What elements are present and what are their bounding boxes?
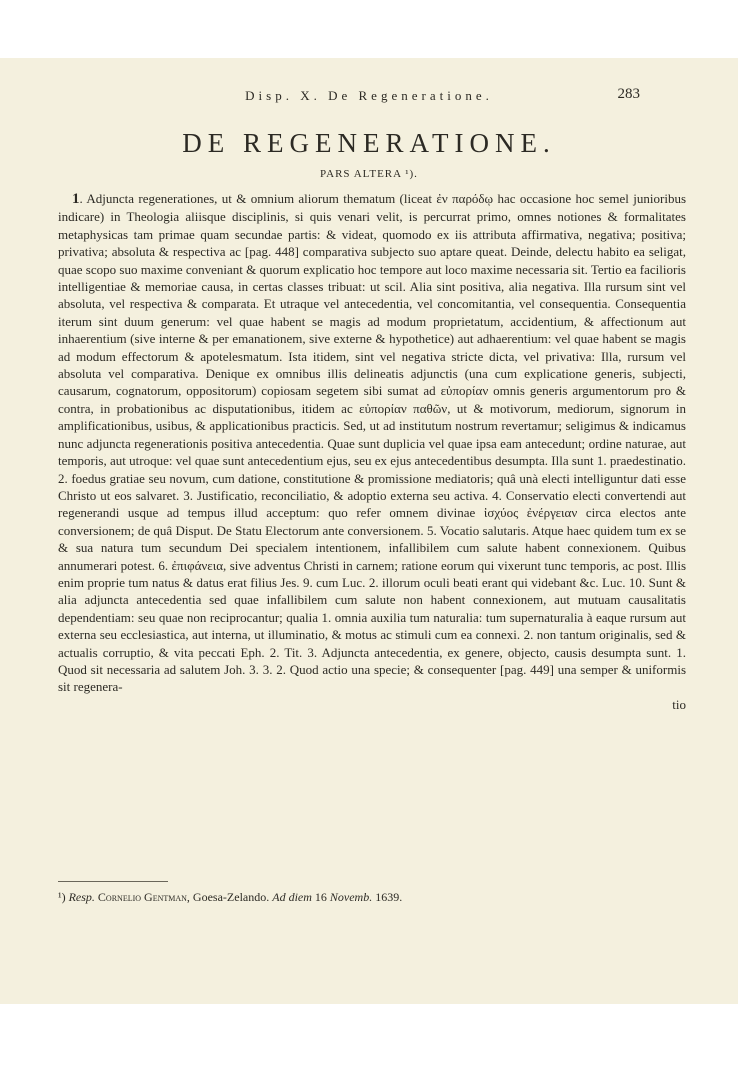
running-title: Disp. X. De Regeneratione. [245,88,493,103]
footnote-date-num: 16 [314,890,327,904]
footnote-author: Cornelio Gentman [97,890,187,904]
running-head [0,88,738,108]
footnote-date-month: Novemb. [329,890,373,904]
footnote-marker: ¹) [58,890,66,904]
book-page [0,58,738,1004]
paragraph-number: 1 [72,191,80,207]
paragraph-text: . Adjuncta regenerationes, ut & omnium aliorum thematum (liceat ἐν παρόδῳ hac occasione hoc semel junioribus indicare) in Theologia aliisque disciplinis, si quis venari velit, is percurrat primo, omnes notiones & formalitates metaphysicas tam primae quam secundae partis: & videat, quomodo ex iis attributa affirmativa, negativa; positiva; privativa; absoluta & respectiva ac [pag. 448] comparativa subjecto suo aptare queat. Deinde, delectu habito ea seligat, quae scopo suo maxime conveniant & quorum explicatio hoc tempore aut loco maxime necessaria sit. Tertio ea facilioris intelligentiae & memoriae causa, in certas classes tribuat: ut scil. Alia sint positiva, alia negativa. Illa rursum sint vel absoluta, vel respectiva & comparata. Et utraque vel antecedentia, vel concomitantia, vel consequentia. Consequentia iterum sint duum generum: vel quae habent se magis ad modum proprietatum, accidentium, & affectionum aut inhaerentium (sive interne & per emanationem, sive externe & hypothetice) aut adhaerentium: vel quae habent se magis ad modum effectorum & apotelesmatum. Ista itidem, sint vel negativa stricte dicta, vel privativa: Illa, rursum vel absoluta vel comparativa. Denique ex omnibus illis delineatis adjunctis (una cum explicatione generis, subjecti, causarum, cognatorum, oppositorum) copiosam segetem sibi sumat ad εὐπορίαν omnis generis argumentorum pro & contra, in probationibus ac disputationibus, itidem ac εὐπορίαν παθῶν, ut & motivorum, mediorum, signorum in amplificationibus, usibus, & applicationibus practicis. Sed, ut ad institutum nostrum revertamur; seligimus & indicamus nunc adjuncta regenerationis positiva antecedentia. Quae sunt duplicia vel quae ipsa eam antecedunt; ordine naturae, aut temporis, aut utroque: vel quae sunt antecedentium ejus, seu ex ejus antecedentibus desumpta. Illa sunt 1. praedestinatio. 2. foedus gratiae seu novum, cum datione, constitutione & promissione mediatoris; quâ unà electi intelliguntur dati esse Christo ut eos salvaret. 3. Justificatio, reconciliatio, & adoptio externa seu activa. 4. Conservatio electi convertendi aut regenerandi usque ad tempus illud acceptum: quo refer omnem divinae ἰσχύος ἐνέργειαν circa electos ante conversionem; de quâ Disput. De Statu Electorum ante conversionem. 5. Vocatio salutaris. Atque haec quidem tum ex se & sua natura tum secundum Dei specialem intentionem, infallibilem cum salute habent connexionem. Quibus annumerari potest. 6. ἐπιφάνεια, sive adventus Christi in carnem; ratione eorum qui vixerunt tunc temporis, ac post. Illis enim proprie tum natus & datus erat filius Jes. 9. cum Luc. 2. illorum oculi beati erant qui videbant &c. Luc. 10. Sunt & alia adjuncta antecedentia sed quae infallibilem cum salute non habent connexionem, aut mutuam causalitatis dependentiam: seu quae non reciprocantur; qualia 1. omnia auxilia tum naturalia: tum supernaturalia à eaque rursum aut externa seu ecclesiastica, aut interna, ut illuminatio, & motus ac stimuli cum ea connexi. 2. non tantum originalis, sed & actualis corruptio, & vita peccati Eph. 2. Tit. 3. Adjuncta antecedentia, ex genere, objecto, causis desumpta sunt. 1. Quod sit necessaria ad salutem Joh. 3. 3. 2. Quod actio una specie; & consequenter [pag. 449] una semper & uniformis sit regenera- [58,191,686,695]
footnote-date-label: Ad diem [272,890,312,904]
page-number: 283 [617,86,640,102]
footnote [58,890,686,905]
chapter-title: DE REGENERATIONE. [182,128,556,158]
footnote-origin: , Goesa-Zelando. [186,890,270,904]
body-text [58,190,686,713]
chapter-subtitle: PARS ALTERA ¹). [320,168,418,180]
footnote-rule [58,881,168,882]
footnote-year: 1639. [375,890,403,904]
paragraph-end-word: tio [672,696,686,712]
footnote-resp: Resp. [68,890,95,904]
paragraph [58,190,686,696]
